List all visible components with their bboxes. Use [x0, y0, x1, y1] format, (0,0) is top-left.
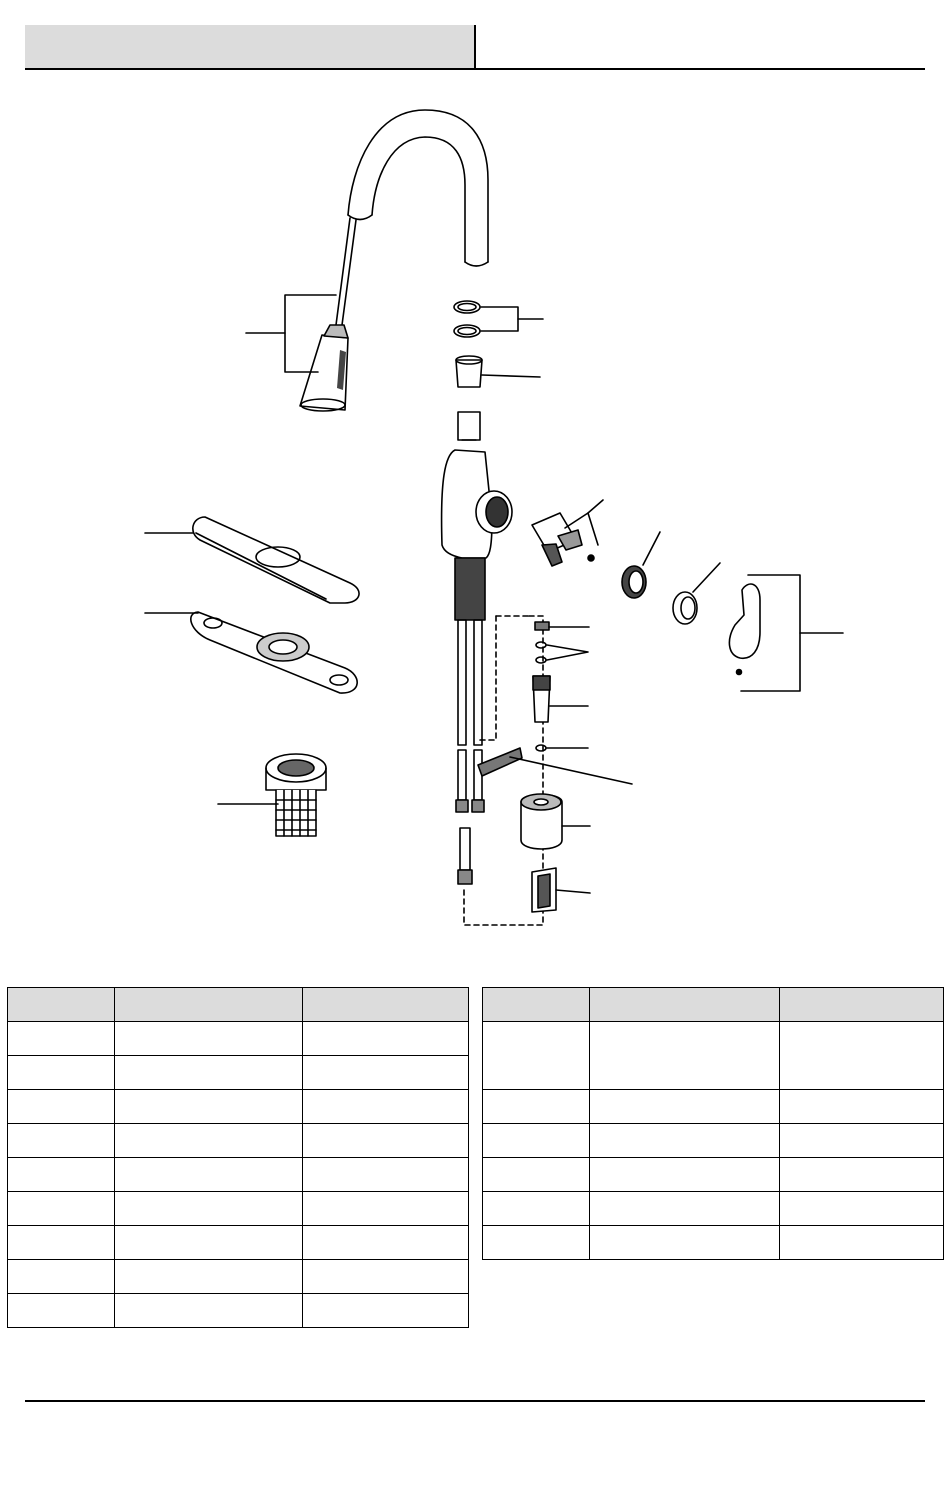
handle [729, 575, 843, 691]
table-cell [115, 1192, 303, 1226]
table-row [483, 1158, 944, 1192]
table-cell [8, 1090, 115, 1124]
table-cell [115, 1158, 303, 1192]
header-cell [780, 988, 944, 1022]
table-cell [115, 1226, 303, 1260]
quick-connector [532, 868, 590, 912]
table-row [8, 1056, 469, 1090]
table-row [8, 1022, 469, 1056]
table-cell [590, 1022, 780, 1090]
deck-plate [145, 517, 359, 603]
spout-adapter [456, 356, 540, 387]
table-cell [483, 1192, 590, 1226]
table-cell [303, 1260, 469, 1294]
table-cell [590, 1124, 780, 1158]
table-cell [115, 1260, 303, 1294]
pull-down-hose [336, 218, 356, 325]
mounting-nut [218, 754, 326, 836]
small-parts [533, 622, 589, 751]
table-cell [590, 1158, 780, 1192]
header-cell [8, 988, 115, 1022]
parts-table-right [482, 987, 944, 1260]
table-cell [303, 1022, 469, 1056]
table-cell [303, 1192, 469, 1226]
table-cell [303, 1294, 469, 1328]
table-cell [115, 1056, 303, 1090]
table-row [483, 1022, 944, 1090]
table-cell [483, 1090, 590, 1124]
spray-head [300, 325, 348, 411]
table-cell [780, 1124, 944, 1158]
table-cell [8, 1226, 115, 1260]
table-row [483, 1090, 944, 1124]
cartridge [532, 500, 603, 566]
table-cell [8, 1124, 115, 1158]
table-row [8, 1260, 469, 1294]
table-cell [8, 1158, 115, 1192]
table-cell [303, 1124, 469, 1158]
table-cell [303, 1226, 469, 1260]
table-cell [8, 1056, 115, 1090]
table-cell [483, 1124, 590, 1158]
table-cell [780, 1226, 944, 1260]
table-cell [303, 1158, 469, 1192]
table-cell [780, 1158, 944, 1192]
header-cell [590, 988, 780, 1022]
table-cell [8, 1192, 115, 1226]
side-hose [478, 748, 522, 776]
table-row [8, 1226, 469, 1260]
faucet-exploded-diagram [0, 80, 950, 950]
table-cell [115, 1294, 303, 1328]
gasket [145, 612, 357, 693]
spout-arc [348, 110, 488, 266]
table-cell [303, 1090, 469, 1124]
decorative-cap [673, 563, 720, 624]
table-row [483, 1192, 944, 1226]
table-cell [8, 1294, 115, 1328]
table-row [8, 1124, 469, 1158]
header-cell [483, 988, 590, 1022]
table-cell [780, 1192, 944, 1226]
table-cell [590, 1226, 780, 1260]
o-rings [454, 301, 543, 337]
table-header-row [483, 988, 944, 1022]
header-cell [115, 988, 303, 1022]
hose-weight [521, 794, 590, 849]
table-header-row [8, 988, 469, 1022]
table-row [483, 1226, 944, 1260]
table-cell [8, 1022, 115, 1056]
table-cell [780, 1022, 944, 1090]
table-row [8, 1294, 469, 1328]
table-cell [483, 1226, 590, 1260]
footer-rule [25, 1400, 925, 1402]
table-row [483, 1124, 944, 1158]
header-cell [303, 988, 469, 1022]
header-rule [25, 68, 925, 70]
table-cell [483, 1158, 590, 1192]
table-cell [115, 1090, 303, 1124]
parts-table-left [7, 987, 469, 1328]
table-cell [8, 1260, 115, 1294]
bonnet-nut [622, 532, 660, 598]
header-title-bar [25, 25, 474, 68]
faucet-body [442, 412, 512, 884]
table-row [8, 1158, 469, 1192]
table-cell [115, 1022, 303, 1056]
table-cell [115, 1124, 303, 1158]
table-cell [303, 1056, 469, 1090]
table-cell [590, 1090, 780, 1124]
table-cell [483, 1022, 590, 1090]
table-cell [590, 1192, 780, 1226]
header-divider [474, 25, 476, 69]
table-row [8, 1192, 469, 1226]
table-cell [780, 1090, 944, 1124]
table-row [8, 1090, 469, 1124]
